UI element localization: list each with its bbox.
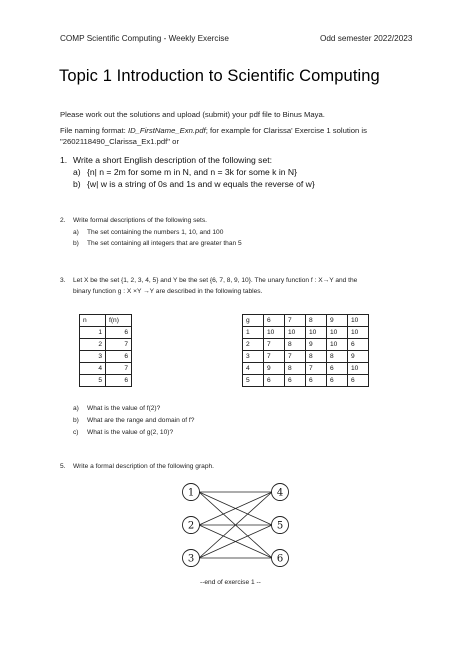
g-table-cell: 10 bbox=[264, 327, 285, 339]
q2-prompt bbox=[60, 216, 207, 226]
q1-a-text: {n| n = 2m for some m in N, and n = 3k for some k in N} bbox=[87, 167, 298, 177]
q1-text: Write a short English description of the following set: bbox=[73, 155, 273, 165]
g-table-header: 9 bbox=[327, 315, 348, 327]
g-table-row bbox=[243, 327, 369, 339]
graph-node-label: 2 bbox=[187, 520, 195, 532]
q3-b-label: b) bbox=[73, 417, 79, 424]
q1-prompt bbox=[60, 154, 272, 166]
f-table-cell: 7 bbox=[106, 339, 132, 351]
naming-line bbox=[60, 125, 367, 136]
q1-a-label: a) bbox=[73, 167, 81, 177]
q3-prompt bbox=[60, 276, 357, 286]
graph-node-5 bbox=[272, 517, 289, 534]
graph-node-3 bbox=[183, 550, 200, 567]
g-table-header-row bbox=[243, 315, 369, 327]
f-table-header: n bbox=[80, 315, 106, 327]
naming-format: ID_FirstName_Exn.pdf bbox=[127, 126, 206, 135]
graph-node-label: 5 bbox=[276, 520, 284, 532]
q2-b-text: The set containing all integers that are greater than 5 bbox=[87, 240, 242, 247]
f-table-cell: 5 bbox=[80, 375, 106, 387]
q3-number: 3. bbox=[60, 277, 66, 284]
g-table-header: 7 bbox=[285, 315, 306, 327]
g-table-cell: 8 bbox=[306, 351, 327, 363]
g-table-cell: 7 bbox=[264, 351, 285, 363]
graph-node-label: 6 bbox=[276, 553, 284, 565]
header-semester: Odd semester 2022/2023 bbox=[320, 34, 413, 43]
f-table-cell: 6 bbox=[106, 327, 132, 339]
q5-number: 5. bbox=[60, 463, 66, 470]
f-table-cell: 4 bbox=[80, 363, 106, 375]
g-table-cell: 10 bbox=[348, 327, 369, 339]
q5-prompt bbox=[60, 462, 214, 472]
q1-b-text: {w| w is a string of 0s and 1s and w equals the reverse of w} bbox=[87, 179, 315, 189]
graph-node-6 bbox=[272, 550, 289, 567]
q1-b-label: b) bbox=[73, 179, 81, 189]
g-table-cell: 6 bbox=[327, 363, 348, 375]
q2-a bbox=[73, 228, 223, 238]
graph-node-label: 3 bbox=[187, 553, 195, 565]
f-table-header-row bbox=[80, 315, 132, 327]
g-table bbox=[242, 314, 369, 387]
q2-a-label: a) bbox=[73, 229, 79, 236]
f-table-header: f(n) bbox=[106, 315, 132, 327]
header-course: COMP Scientific Computing - Weekly Exercise bbox=[60, 34, 229, 43]
g-table-cell: 8 bbox=[285, 363, 306, 375]
graph-diagram bbox=[170, 478, 310, 574]
g-table-row bbox=[243, 363, 369, 375]
q3-a-label: a) bbox=[73, 405, 79, 412]
q2-a-text: The set containing the numbers 1, 10, and 100 bbox=[87, 229, 224, 236]
g-table-cell: 8 bbox=[327, 351, 348, 363]
f-table-cell: 1 bbox=[80, 327, 106, 339]
q1-a bbox=[73, 166, 297, 178]
g-table-cell: 6 bbox=[348, 339, 369, 351]
q3-a-text: What is the value of f(2)? bbox=[87, 405, 161, 412]
g-table-header: 6 bbox=[264, 315, 285, 327]
g-table-header: g bbox=[243, 315, 264, 327]
g-table-cell: 9 bbox=[348, 351, 369, 363]
g-table-cell: 4 bbox=[243, 363, 264, 375]
g-table-cell: 5 bbox=[243, 375, 264, 387]
g-table-cell: 6 bbox=[348, 375, 369, 387]
g-table-cell: 7 bbox=[264, 339, 285, 351]
g-table-header: 10 bbox=[348, 315, 369, 327]
end-marker: --end of exercise 1 -- bbox=[200, 579, 261, 586]
g-table-row bbox=[243, 339, 369, 351]
g-table-cell: 10 bbox=[285, 327, 306, 339]
f-table bbox=[79, 314, 132, 387]
f-table-cell: 2 bbox=[80, 339, 106, 351]
q3-b bbox=[73, 416, 194, 426]
q1-b bbox=[73, 178, 315, 190]
q3-b-text: What are the range and domain of f? bbox=[87, 417, 195, 424]
g-table-cell: 3 bbox=[243, 351, 264, 363]
q2-b bbox=[73, 239, 242, 249]
q3-line2: binary function g : X ×Y →Y are described in the following tables. bbox=[73, 288, 263, 295]
f-table-row bbox=[80, 327, 132, 339]
graph-node-2 bbox=[183, 517, 200, 534]
intro-text: Please work out the solutions and upload (submit) your pdf file to Binus Maya. bbox=[60, 110, 325, 119]
g-table-cell: 10 bbox=[306, 327, 327, 339]
f-table-cell: 7 bbox=[106, 363, 132, 375]
g-table-cell: 6 bbox=[327, 375, 348, 387]
g-table-cell: 10 bbox=[327, 339, 348, 351]
graph-node-label: 4 bbox=[276, 487, 284, 499]
graph-node-label: 1 bbox=[187, 487, 195, 499]
q3-a bbox=[73, 404, 160, 414]
f-table-cell: 6 bbox=[106, 375, 132, 387]
q3-line1: Let X be the set {1, 2, 3, 4, 5} and Y be the set {6, 7, 8, 9, 10}. The unary function f : X→Y and the bbox=[73, 277, 358, 284]
f-table-cell: 6 bbox=[106, 351, 132, 363]
f-table-row bbox=[80, 351, 132, 363]
q2-text: Write formal descriptions of the following sets. bbox=[73, 217, 208, 224]
g-table-cell: 9 bbox=[264, 363, 285, 375]
naming-prefix: File naming format: bbox=[60, 126, 128, 135]
g-table-cell: 7 bbox=[306, 363, 327, 375]
page-title: Topic 1 Introduction to Scientific Computing bbox=[59, 67, 380, 85]
g-table-cell: 6 bbox=[306, 375, 327, 387]
g-table-cell: 6 bbox=[285, 375, 306, 387]
g-table-cell: 2 bbox=[243, 339, 264, 351]
g-table-header: 8 bbox=[306, 315, 327, 327]
f-table-cell: 3 bbox=[80, 351, 106, 363]
graph-node-4 bbox=[272, 484, 289, 501]
q2-number: 2. bbox=[60, 217, 66, 224]
q3-c bbox=[73, 428, 173, 438]
g-table-cell: 7 bbox=[285, 351, 306, 363]
g-table-cell: 1 bbox=[243, 327, 264, 339]
graph-node-1 bbox=[183, 484, 200, 501]
q1-number: 1. bbox=[60, 155, 68, 165]
q3-c-text: What is the value of g(2, 10)? bbox=[87, 429, 174, 436]
g-table-row bbox=[243, 351, 369, 363]
naming-example: "2602118490_Clarissa_Ex1.pdf" or bbox=[60, 137, 179, 146]
q2-b-label: b) bbox=[73, 240, 79, 247]
f-table-row bbox=[80, 375, 132, 387]
f-table-row bbox=[80, 339, 132, 351]
g-table-row bbox=[243, 375, 369, 387]
g-table-cell: 6 bbox=[264, 375, 285, 387]
g-table-cell: 10 bbox=[348, 363, 369, 375]
g-table-cell: 8 bbox=[285, 339, 306, 351]
f-table-row bbox=[80, 363, 132, 375]
q3-c-label: c) bbox=[73, 429, 79, 436]
naming-suffix: ; for example for Clarissa' Exercise 1 solution is bbox=[205, 126, 367, 135]
q5-text: Write a formal description of the following graph. bbox=[73, 463, 214, 470]
g-table-cell: 10 bbox=[327, 327, 348, 339]
graph-edges bbox=[199, 492, 272, 558]
g-table-cell: 9 bbox=[306, 339, 327, 351]
